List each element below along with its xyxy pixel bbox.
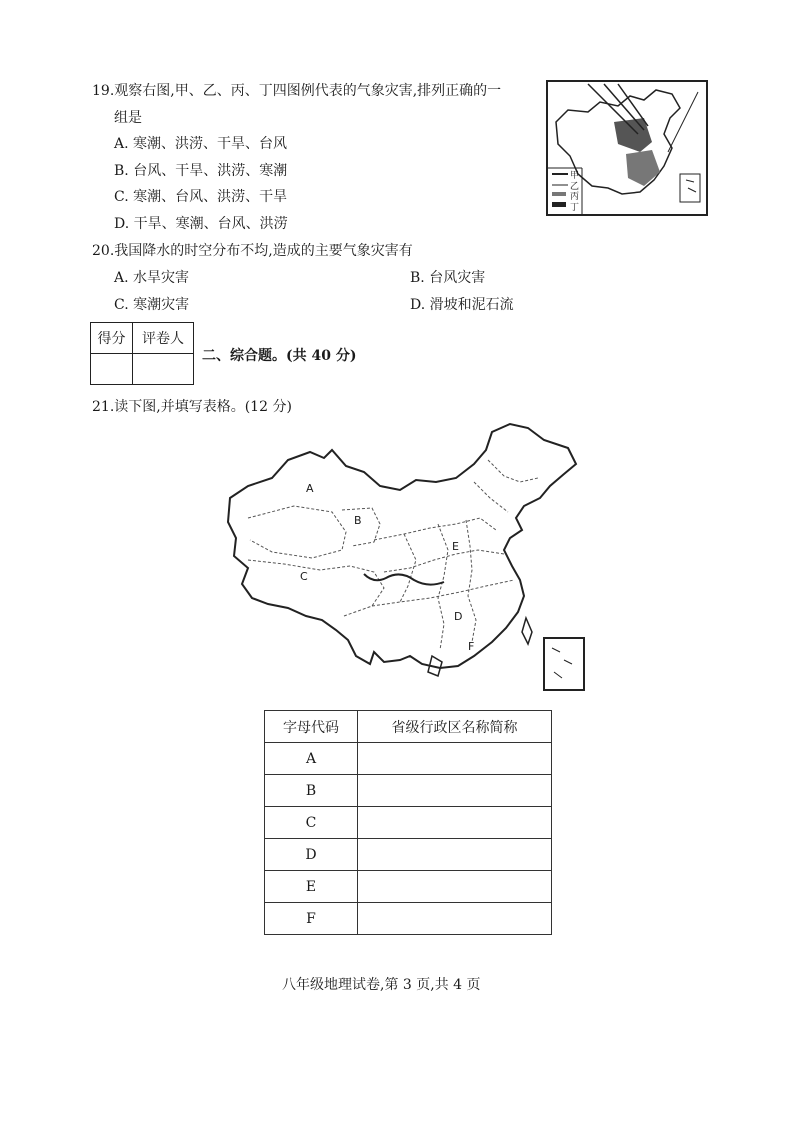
legend-bing: 丙 bbox=[570, 192, 580, 202]
score-cell[interactable] bbox=[91, 354, 133, 385]
q20-option-a: A. 水旱灾害 bbox=[114, 270, 190, 286]
q20-option-d: D. 滑坡和泥石流 bbox=[410, 297, 514, 313]
table-row bbox=[265, 775, 552, 807]
q20-option-c: C. 寒潮灾害 bbox=[114, 297, 190, 313]
answer-cell[interactable] bbox=[358, 839, 552, 871]
score-label: 得分 bbox=[91, 323, 133, 354]
map-label-b: B bbox=[354, 514, 362, 527]
table-row bbox=[265, 871, 552, 903]
grader-label: 评卷人 bbox=[133, 323, 194, 354]
answer-cell[interactable] bbox=[358, 743, 552, 775]
row-code: C bbox=[265, 807, 358, 839]
row-code: D bbox=[265, 839, 358, 871]
q19-option-a: A. 寒潮、洪涝、干旱、台风 bbox=[114, 136, 288, 152]
table-row bbox=[265, 743, 552, 775]
answer-cell[interactable] bbox=[358, 903, 552, 935]
q19-disaster-map bbox=[546, 80, 708, 216]
table-row bbox=[265, 839, 552, 871]
answer-cell[interactable] bbox=[358, 807, 552, 839]
q20-option-b: B. 台风灾害 bbox=[410, 270, 486, 286]
answer-cell[interactable] bbox=[358, 775, 552, 807]
q20-stem: 20.我国降水的时空分布不均,造成的主要气象灾害有 bbox=[92, 243, 413, 259]
page-footer: 八年级地理试卷,第 3 页,共 4 页 bbox=[282, 977, 481, 993]
row-code: A bbox=[265, 743, 358, 775]
q19-option-d: D. 干旱、寒潮、台风、洪涝 bbox=[114, 216, 288, 232]
table-row bbox=[265, 807, 552, 839]
legend-jia: 甲 bbox=[570, 171, 580, 181]
q19-option-c: C. 寒潮、台风、洪涝、干旱 bbox=[114, 189, 288, 205]
map-label-a: A bbox=[306, 482, 314, 495]
q19-option-b: B. 台风、干旱、洪涝、寒潮 bbox=[114, 163, 288, 179]
section2-title: 二、综合题。(共 40 分) bbox=[202, 348, 357, 364]
legend-yi: 乙 bbox=[570, 182, 580, 192]
q19-stem-line1: 19.观察右图,甲、乙、丙、丁四图例代表的气象灾害,排列正确的一 bbox=[92, 83, 502, 99]
map-label-f: F bbox=[468, 640, 475, 653]
legend-ding: 丁 bbox=[570, 203, 580, 213]
china-outline bbox=[224, 420, 590, 694]
header-province-abbr: 省级行政区名称简称 bbox=[358, 711, 552, 743]
score-box bbox=[90, 322, 194, 385]
row-code: F bbox=[265, 903, 358, 935]
answer-table bbox=[264, 710, 552, 935]
header-letter-code: 字母代码 bbox=[265, 711, 358, 743]
china-province-map bbox=[224, 420, 590, 694]
q19-stem-line2: 组是 bbox=[114, 110, 142, 126]
row-code: E bbox=[265, 871, 358, 903]
q21-stem: 21.读下图,并填写表格。(12 分) bbox=[92, 399, 292, 415]
answer-cell[interactable] bbox=[358, 871, 552, 903]
map-label-d: D bbox=[454, 610, 463, 623]
table-header-row bbox=[265, 711, 552, 743]
map-label-e: E bbox=[452, 540, 459, 553]
grader-cell[interactable] bbox=[133, 354, 194, 385]
table-row bbox=[265, 903, 552, 935]
row-code: B bbox=[265, 775, 358, 807]
map-label-c: C bbox=[300, 570, 308, 583]
